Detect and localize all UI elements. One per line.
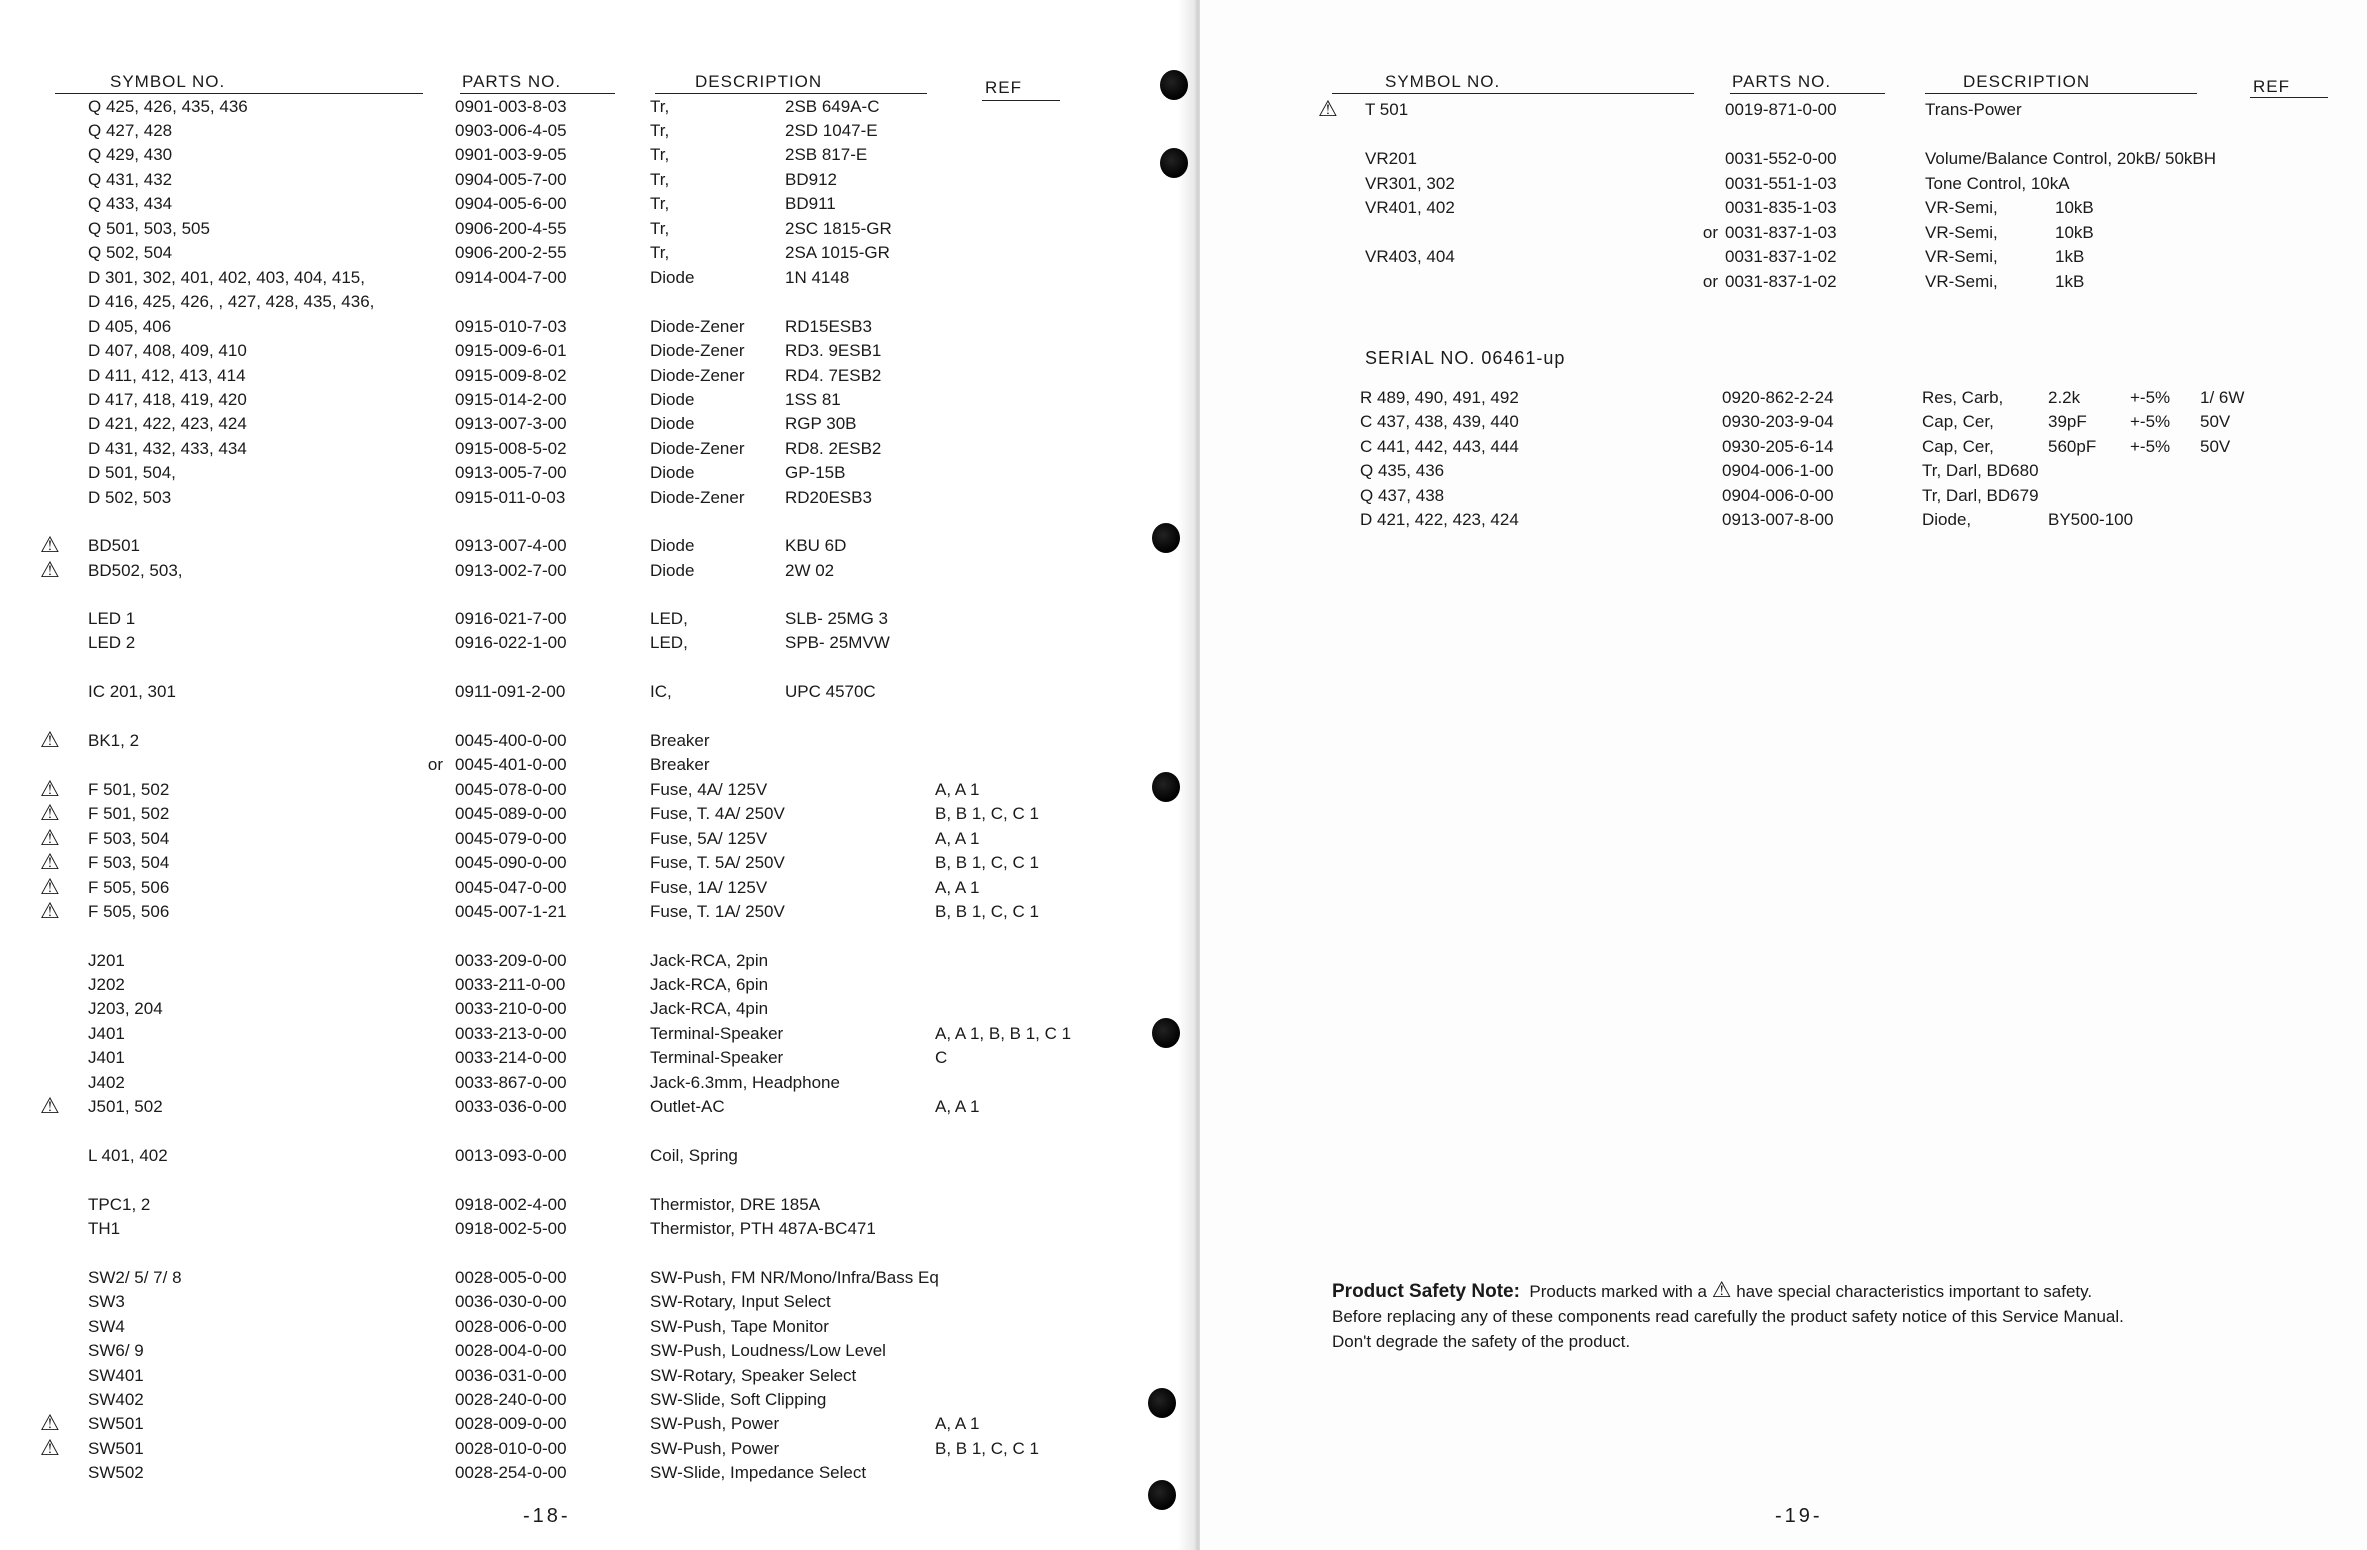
symbol-no: VR301, 302	[1365, 174, 1455, 193]
header-rule	[1730, 93, 1885, 94]
ref-value: A, A 1	[935, 780, 980, 799]
warning-icon: ⚠	[40, 776, 60, 801]
safety-line-1	[1332, 1277, 2124, 1304]
symbol-no: Q 502, 504	[88, 243, 173, 262]
description: VR-Semi,	[1925, 247, 1998, 266]
tolerance: +-5%	[2130, 388, 2171, 407]
description: Diode	[650, 414, 695, 433]
symbol-no: SW2/ 5/ 7/ 8	[88, 1268, 182, 1287]
part-no: 0045-401-0-00	[455, 755, 567, 774]
part-no: 0036-030-0-00	[455, 1292, 567, 1311]
part-no: 0031-552-0-00	[1725, 149, 1837, 168]
part-no: 0913-005-7-00	[455, 463, 567, 482]
symbol-no: J402	[88, 1073, 125, 1092]
part-no: 0019-871-0-00	[1725, 100, 1837, 119]
description-value: RD4. 7ESB2	[785, 366, 882, 385]
part-no: 0906-200-2-55	[455, 243, 567, 262]
binding-hole	[1160, 148, 1188, 178]
rating: 50V	[2200, 412, 2231, 431]
warning-icon: ⚠	[40, 1435, 60, 1460]
part-no: 0028-009-0-00	[455, 1414, 567, 1433]
symbol-no: D 417, 418, 419, 420	[88, 390, 247, 409]
description: Diode-Zener	[650, 317, 745, 336]
symbol-no: Q 429, 430	[88, 145, 173, 164]
description-value: 1kB	[2055, 247, 2085, 266]
binding-hole	[1148, 1480, 1176, 1510]
part-no: 0033-213-0-00	[455, 1024, 567, 1043]
warning-icon: ⚠	[40, 849, 60, 874]
part-no: 0913-007-3-00	[455, 414, 567, 433]
symbol-no: SW501	[88, 1414, 144, 1433]
warning-icon: ⚠	[40, 1093, 60, 1118]
part-no: 0916-021-7-00	[455, 609, 567, 628]
ref-value: A, A 1	[935, 1097, 980, 1116]
description: Diode-Zener	[650, 488, 745, 507]
part-no: 0033-867-0-00	[455, 1073, 567, 1092]
symbol-no: LED 2	[88, 633, 136, 652]
symbol-no: LED 1	[88, 609, 136, 628]
symbol-no: F 503, 504	[88, 829, 170, 848]
description: Terminal-Speaker	[650, 1024, 784, 1043]
header-rule	[2250, 97, 2328, 98]
part-no: 0918-002-4-00	[455, 1195, 567, 1214]
description: Tone Control, 10kA	[1925, 174, 2070, 193]
description-value: 2SD 1047-E	[785, 121, 878, 140]
description: Diode-Zener	[650, 366, 745, 385]
part-no: 0930-203-9-04	[1722, 412, 1834, 431]
symbol-no: C 441, 442, 443, 444	[1360, 437, 1519, 456]
safety-text-a: Products marked with a	[1529, 1282, 1708, 1301]
description: Jack-RCA, 4pin	[650, 999, 769, 1018]
description-value: 1N 4148	[785, 268, 850, 287]
symbol-no: D 501, 504,	[88, 463, 176, 482]
description: Fuse, 5A/ 125V	[650, 829, 768, 848]
symbol-no: C 437, 438, 439, 440	[1360, 412, 1519, 431]
symbol-no: F 501, 502	[88, 780, 170, 799]
ref-value: A, A 1	[935, 1414, 980, 1433]
description: Tr,	[650, 219, 670, 238]
description-value: BD912	[785, 170, 837, 189]
part-no: 0031-551-1-03	[1725, 174, 1837, 193]
description: VR-Semi,	[1925, 223, 1998, 242]
part-no: 0028-004-0-00	[455, 1341, 567, 1360]
part-no: 0915-011-0-03	[455, 488, 566, 507]
part-no: 0916-022-1-00	[455, 633, 567, 652]
part-no: 0906-200-4-55	[455, 219, 567, 238]
part-no: 0028-005-0-00	[455, 1268, 567, 1287]
part-no: 0045-047-0-00	[455, 878, 567, 897]
description: Fuse, T. 1A/ 250V	[650, 902, 785, 921]
header-rule	[1925, 93, 2197, 94]
description: Tr,	[650, 97, 670, 116]
description-value: 39pF	[2048, 412, 2087, 431]
description: SW-Push, Tape Monitor	[650, 1317, 829, 1336]
description: Cap, Cer,	[1922, 412, 1994, 431]
symbol-no: D 405, 406	[88, 317, 172, 336]
warning-icon: ⚠	[40, 825, 60, 850]
part-no: 0904-005-7-00	[455, 170, 567, 189]
part-no: 0911-091-2-00	[455, 682, 566, 701]
rating: 50V	[2200, 437, 2231, 456]
description-value: RD20ESB3	[785, 488, 872, 507]
description: Tr,	[650, 121, 670, 140]
parts-header: PARTS NO.	[1732, 72, 1832, 91]
description-value: KBU 6D	[785, 536, 847, 555]
part-no: 0033-214-0-00	[455, 1048, 567, 1067]
symbol-no: T 501	[1365, 100, 1409, 119]
description-value: 2W 02	[785, 561, 835, 580]
ref-value: A, A 1	[935, 878, 980, 897]
part-no: 0031-837-1-02	[1725, 247, 1837, 266]
binding-hole	[1152, 523, 1180, 553]
description-value: GP-15B	[785, 463, 846, 482]
description: Tr, Darl, BD679	[1922, 486, 2039, 505]
symbol-no: J202	[88, 975, 125, 994]
symbol-no: D 421, 422, 423, 424	[88, 414, 247, 433]
ref-value: B, B 1, C, C 1	[935, 853, 1039, 872]
description: Diode	[650, 561, 695, 580]
ref-value: B, B 1, C, C 1	[935, 1439, 1039, 1458]
symbol-no: R 489, 490, 491, 492	[1360, 388, 1519, 407]
description: Thermistor, PTH 487A-BC471	[650, 1219, 876, 1238]
symbol-no: J501, 502	[88, 1097, 163, 1116]
rating: 1/ 6W	[2200, 388, 2245, 407]
part-no: 0045-078-0-00	[455, 780, 567, 799]
part-no: 0045-400-0-00	[455, 731, 567, 750]
part-no: 0915-009-8-02	[455, 366, 567, 385]
warning-icon: ⚠	[1318, 96, 1338, 121]
serial-title: SERIAL NO. 06461-up	[1365, 348, 1566, 368]
description: LED,	[650, 633, 688, 652]
page-number-right: -19-	[1775, 1505, 1823, 1527]
description: VR-Semi,	[1925, 198, 1998, 217]
right-page	[1200, 0, 2367, 1550]
description: Tr,	[650, 194, 670, 213]
description: IC,	[650, 682, 672, 701]
symbol-no: L 401, 402	[88, 1146, 168, 1165]
description: SW-Push, Loudness/Low Level	[650, 1341, 886, 1360]
binding-hole	[1160, 70, 1188, 100]
description: Tr,	[650, 145, 670, 164]
description: Tr,	[650, 170, 670, 189]
ref-value: A, A 1, B, B 1, C 1	[935, 1024, 1072, 1043]
part-no: 0033-210-0-00	[455, 999, 567, 1018]
description-value: 2SB 817-E	[785, 145, 868, 164]
warning-icon: ⚠	[40, 800, 60, 825]
part-no: 0028-240-0-00	[455, 1390, 567, 1409]
part-no: 0904-006-1-00	[1722, 461, 1834, 480]
symbol-no: F 505, 506	[88, 878, 170, 897]
description-value: RGP 30B	[785, 414, 857, 433]
symbol-no: TPC1, 2	[88, 1195, 151, 1214]
description: Cap, Cer,	[1922, 437, 1994, 456]
description: SW-Push, Power	[650, 1414, 780, 1433]
part-no: 0915-010-7-03	[455, 317, 567, 336]
parts-header: PARTS NO.	[462, 72, 562, 91]
part-no: 0913-007-8-00	[1722, 510, 1834, 529]
part-no: 0013-093-0-00	[455, 1146, 567, 1165]
part-no: 0913-002-7-00	[455, 561, 567, 580]
or-label: or	[1702, 223, 1718, 242]
header-rule	[655, 93, 927, 94]
description: SW-Rotary, Input Select	[650, 1292, 831, 1311]
symbol-no: D 421, 422, 423, 424	[1360, 510, 1519, 529]
symbol-no: IC 201, 301	[88, 682, 176, 701]
symbol-no: D 502, 503	[88, 488, 172, 507]
header-rule	[460, 93, 615, 94]
description: Fuse, T. 5A/ 250V	[650, 853, 785, 872]
part-no: 0930-205-6-14	[1722, 437, 1834, 456]
symbol-no: D 407, 408, 409, 410	[88, 341, 247, 360]
or-label: or	[1702, 272, 1718, 291]
symbol-no: Q 437, 438	[1360, 486, 1445, 505]
description-value: SLB- 25MG 3	[785, 609, 888, 628]
header-rule	[55, 93, 423, 94]
part-no: 0033-211-0-00	[455, 975, 566, 994]
part-no: 0028-006-0-00	[455, 1317, 567, 1336]
description: Thermistor, DRE 185A	[650, 1195, 821, 1214]
description-value: BY500-100	[2048, 510, 2134, 529]
tolerance: +-5%	[2130, 412, 2171, 431]
part-no: 0033-036-0-00	[455, 1097, 567, 1116]
description-value: 560pF	[2048, 437, 2097, 456]
ref-value: B, B 1, C, C 1	[935, 804, 1039, 823]
tolerance: +-5%	[2130, 437, 2171, 456]
symbol-no: SW502	[88, 1463, 144, 1482]
part-no: 0915-009-6-01	[455, 341, 567, 360]
symbol-no: SW401	[88, 1366, 144, 1385]
part-no: 0028-010-0-00	[455, 1439, 567, 1458]
symbol-no: F 505, 506	[88, 902, 170, 921]
symbol-no: SW501	[88, 1439, 144, 1458]
symbol-no: Q 431, 432	[88, 170, 173, 189]
description: Breaker	[650, 731, 710, 750]
description: Breaker	[650, 755, 710, 774]
ref-value: A, A 1	[935, 829, 980, 848]
header-rule	[1332, 93, 1694, 94]
safety-text-b: have special characteristics important to safety.	[1736, 1282, 2093, 1301]
description: Diode-Zener	[650, 341, 745, 360]
warning-icon: ⚠	[40, 874, 60, 899]
symbol-no: D 411, 412, 413, 414	[88, 366, 246, 385]
symbol-no: F 503, 504	[88, 853, 170, 872]
part-no: 0903-006-4-05	[455, 121, 567, 140]
part-no: 0918-002-5-00	[455, 1219, 567, 1238]
symbol-no: BD501	[88, 536, 140, 555]
symbol-no: Q 427, 428	[88, 121, 173, 140]
description: SW-Push, FM NR/Mono/Infra/Bass Eq	[650, 1268, 939, 1287]
safety-note	[1332, 1277, 2124, 1354]
symbol-no: VR403, 404	[1365, 247, 1455, 266]
description-value: UPC 4570C	[785, 682, 876, 701]
description: Coil, Spring	[650, 1146, 738, 1165]
description: Diode	[650, 463, 695, 482]
page-number-left: -18-	[523, 1505, 571, 1527]
part-no: 0915-014-2-00	[455, 390, 567, 409]
description-value: 10kB	[2055, 198, 2094, 217]
description: Res, Carb,	[1922, 388, 2004, 407]
description: Outlet-AC	[650, 1097, 725, 1116]
symbol-no: BK1, 2	[88, 731, 140, 750]
description: Diode	[650, 390, 695, 409]
description: Diode,	[1922, 510, 1972, 529]
description-header: DESCRIPTION	[695, 72, 823, 91]
description: Volume/Balance Control, 20kB/ 50kBH	[1925, 149, 2217, 168]
symbol-no: VR401, 402	[1365, 198, 1455, 217]
description-value: 2SA 1015-GR	[785, 243, 890, 262]
part-no: 0901-003-9-05	[455, 145, 567, 164]
description-value: RD15ESB3	[785, 317, 872, 336]
description-header: DESCRIPTION	[1963, 72, 2091, 91]
symbol-no: SW402	[88, 1390, 144, 1409]
symbol-no: Q 435, 436	[1360, 461, 1445, 480]
part-no: 0033-209-0-00	[455, 951, 567, 970]
symbol-no: Q 425, 426, 435, 436	[88, 97, 248, 116]
description: SW-Push, Power	[650, 1439, 780, 1458]
symbol-no: Q 501, 503, 505	[88, 219, 210, 238]
binding-hole	[1152, 1018, 1180, 1048]
header-rule	[982, 100, 1060, 101]
description-value: 2SB 649A-C	[785, 97, 880, 116]
description: Diode	[650, 536, 695, 555]
binding-hole	[1148, 1388, 1176, 1418]
symbol-header: SYMBOL NO.	[110, 72, 226, 91]
description-value: 1kB	[2055, 272, 2085, 291]
symbol-no: SW3	[88, 1292, 125, 1311]
part-no: 0031-837-1-03	[1725, 223, 1837, 242]
part-no: 0904-005-6-00	[455, 194, 567, 213]
description: Jack-6.3mm, Headphone	[650, 1073, 840, 1092]
description-value: RD3. 9ESB1	[785, 341, 882, 360]
warning-icon: ⚠	[40, 1410, 60, 1435]
description: VR-Semi,	[1925, 272, 1998, 291]
description-value: 10kB	[2055, 223, 2094, 242]
part-no: 0904-006-0-00	[1722, 486, 1834, 505]
symbol-no: TH1	[88, 1219, 121, 1238]
ref-header: REF	[985, 78, 1022, 97]
description: Trans-Power	[1925, 100, 2022, 119]
description: SW-Rotary, Speaker Select	[650, 1366, 857, 1385]
description: Fuse, T. 4A/ 250V	[650, 804, 785, 823]
warning-icon: ⚠	[40, 532, 60, 557]
description: Jack-RCA, 2pin	[650, 951, 769, 970]
description: LED,	[650, 609, 688, 628]
part-no: 0045-079-0-00	[455, 829, 567, 848]
part-no: 0045-089-0-00	[455, 804, 567, 823]
part-no: 0920-862-2-24	[1722, 388, 1834, 407]
or-label: or	[427, 755, 443, 774]
description: Terminal-Speaker	[650, 1048, 784, 1067]
part-no: 0915-008-5-02	[455, 439, 567, 458]
warning-icon: ⚠	[40, 727, 60, 752]
symbol-no: J401	[88, 1048, 125, 1067]
safety-line-3: Don't degrade the safety of the product.	[1332, 1332, 1631, 1351]
description-value: 2.2k	[2048, 388, 2081, 407]
part-no: 0913-007-4-00	[455, 536, 567, 555]
description-value: SPB- 25MVW	[785, 633, 890, 652]
safety-title: Product Safety Note:	[1332, 1281, 1520, 1302]
ref-value: B, B 1, C, C 1	[935, 902, 1039, 921]
description: Diode-Zener	[650, 439, 745, 458]
description-value: BD911	[785, 194, 836, 213]
symbol-no: SW4	[88, 1317, 125, 1336]
description: Fuse, 1A/ 125V	[650, 878, 768, 897]
part-no: 0031-835-1-03	[1725, 198, 1837, 217]
symbol-no: D 431, 432, 433, 434	[88, 439, 247, 458]
warning-icon: ⚠	[40, 557, 60, 582]
symbol-no: Q 433, 434	[88, 194, 173, 213]
description-value: 2SC 1815-GR	[785, 219, 892, 238]
symbol-no: SW6/ 9	[88, 1341, 144, 1360]
symbol-header: SYMBOL NO.	[1385, 72, 1501, 91]
symbol-no: J401	[88, 1024, 125, 1043]
symbol-no: F 501, 502	[88, 804, 170, 823]
description: Tr,	[650, 243, 670, 262]
part-no: 0045-007-1-21	[455, 902, 567, 921]
part-no: 0045-090-0-00	[455, 853, 567, 872]
warning-icon: ⚠	[40, 898, 60, 923]
part-no: 0036-031-0-00	[455, 1366, 567, 1385]
part-no: 0914-004-7-00	[455, 268, 567, 287]
binding-hole	[1152, 772, 1180, 802]
description: Jack-RCA, 6pin	[650, 975, 769, 994]
ref-value: C	[935, 1048, 948, 1067]
symbol-no: D 301, 302, 401, 402, 403, 404, 415,	[88, 268, 365, 287]
part-no: 0901-003-8-03	[455, 97, 567, 116]
description: Fuse, 4A/ 125V	[650, 780, 768, 799]
symbol-no: J203, 204	[88, 999, 163, 1018]
symbol-no: D 416, 425, 426, , 427, 428, 435, 436,	[88, 292, 375, 311]
symbol-no: VR201	[1365, 149, 1417, 168]
ref-header: REF	[2253, 77, 2290, 96]
description: SW-Slide, Soft Clipping	[650, 1390, 827, 1409]
symbol-no: J201	[88, 951, 125, 970]
description-value: RD8. 2ESB2	[785, 439, 882, 458]
description: SW-Slide, Impedance Select	[650, 1463, 867, 1482]
description: Tr, Darl, BD680	[1922, 461, 2039, 480]
safety-line-2: Before replacing any of these components read carefully the product safety notice of this Service Manual.	[1332, 1307, 2124, 1326]
symbol-no: BD502, 503,	[88, 561, 183, 580]
description-value: 1SS 81	[785, 390, 841, 409]
part-no: 0028-254-0-00	[455, 1463, 567, 1482]
part-no: 0031-837-1-02	[1725, 272, 1837, 291]
warning-icon: ⚠	[1711, 1277, 1732, 1302]
description: Diode	[650, 268, 695, 287]
